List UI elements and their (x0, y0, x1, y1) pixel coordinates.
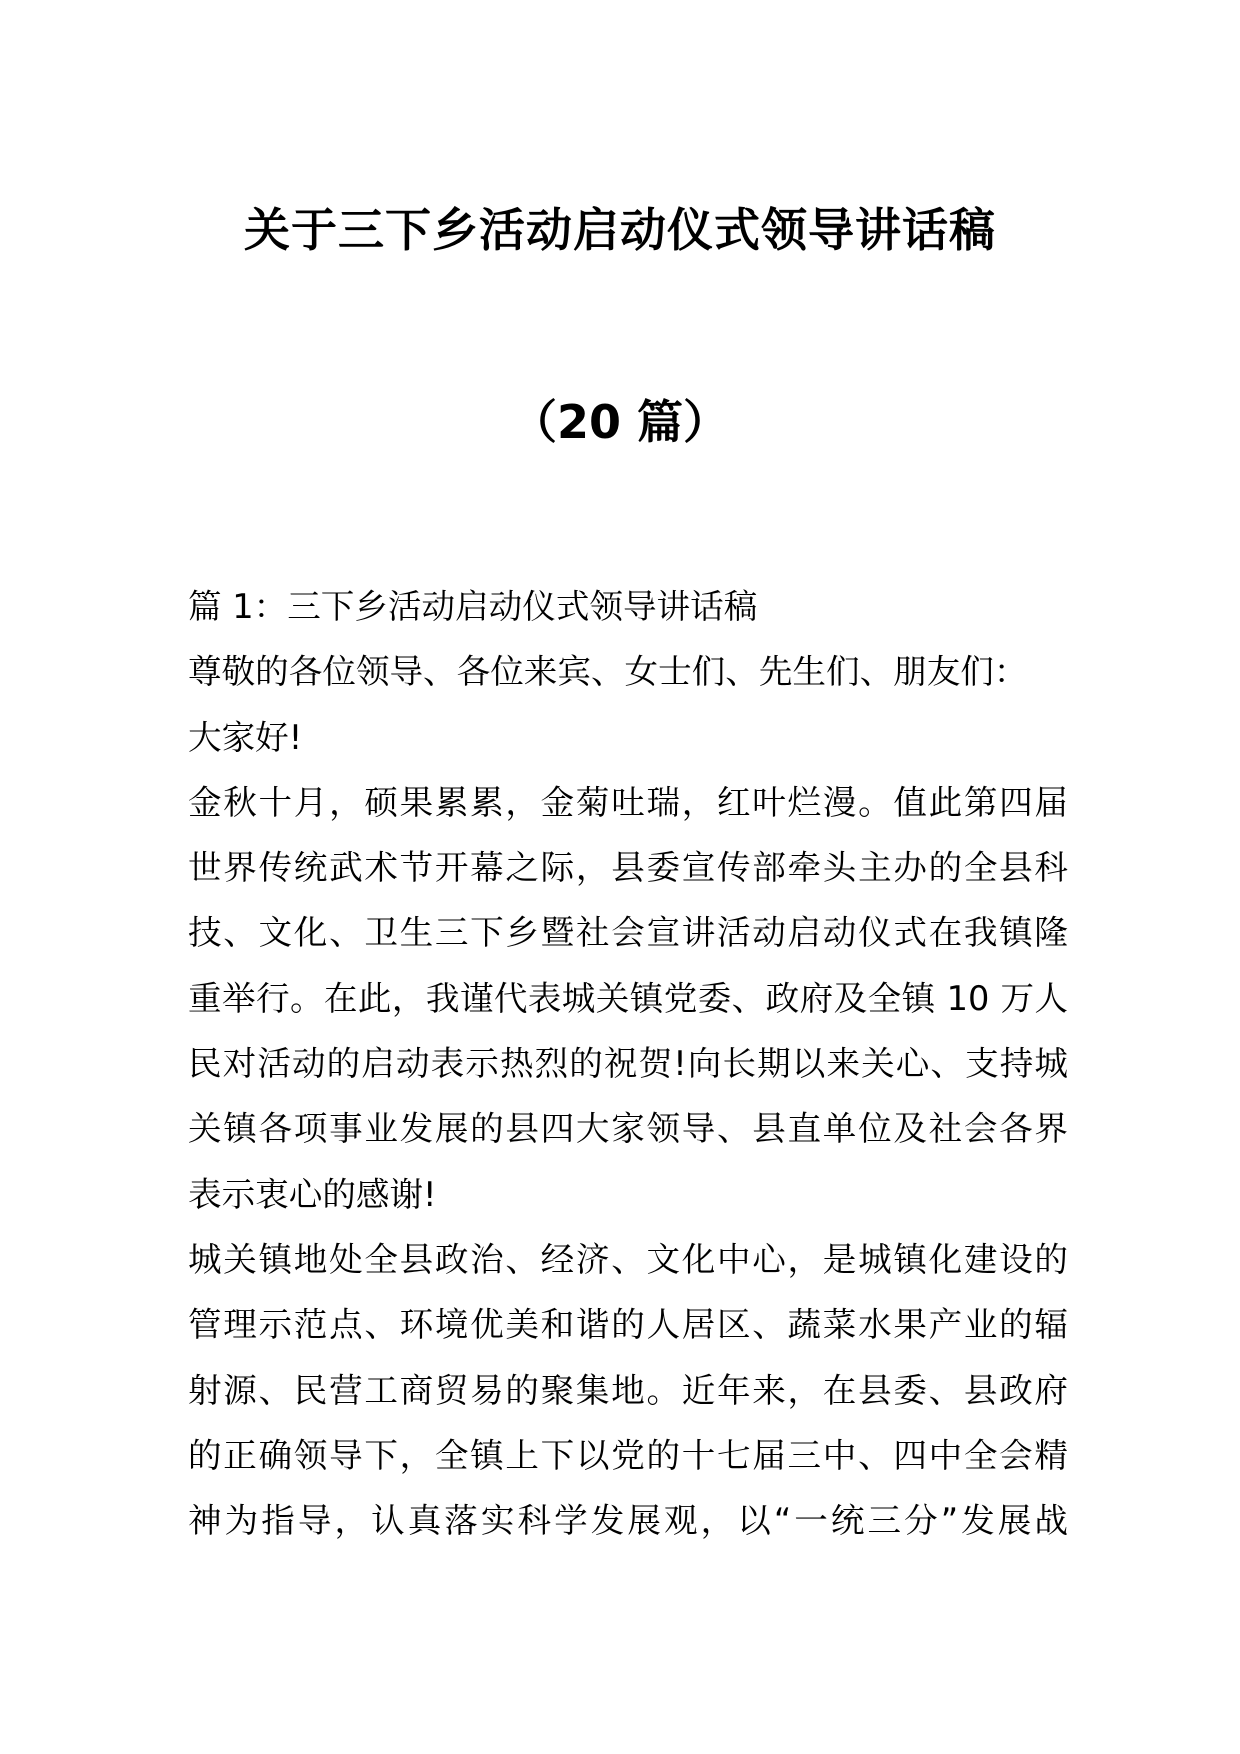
section-heading: 篇 1：三下乡活动启动仪式领导讲话稿 (188, 587, 758, 626)
paragraph-line: 民对活动的启动表示热烈的祝贺!向长期以来关心、支持城 (188, 1044, 1068, 1084)
greeting: 大家好! (188, 717, 303, 757)
paragraph-line: 金秋十月，硕果累累，金菊吐瑞，红叶烂漫。值此第四届 (188, 782, 1068, 822)
paragraph-line: 重举行。在此，我谨代表城关镇党委、政府及全镇 10 万人 (188, 978, 1068, 1018)
paragraph-line: 神为指导，认真落实科学发展观，以“一统三分”发展战 (188, 1501, 1068, 1541)
paragraph-line: 的正确领导下，全镇上下以党的十七届三中、四中全会精 (188, 1435, 1068, 1475)
paragraph-line: 管理示范点、环境优美和谐的人居区、蔬菜水果产业的辐 (188, 1305, 1068, 1345)
paragraph-line: 射源、民营工商贸易的聚集地。近年来，在县委、县政府 (188, 1370, 1068, 1410)
paragraph-line: 关镇各项事业发展的县四大家领导、县直单位及社会各界 (188, 1109, 1068, 1149)
paragraph-line: 城关镇地处全县政治、经济、文化中心，是城镇化建设的 (188, 1239, 1068, 1279)
paragraph-line: 表示衷心的感谢! (188, 1174, 437, 1214)
document-subtitle: （20 篇） (510, 395, 730, 449)
paragraph-line: 技、文化、卫生三下乡暨社会宣讲活动启动仪式在我镇隆 (188, 913, 1068, 953)
document-title: 关于三下乡活动启动仪式领导讲话稿 (244, 203, 996, 257)
paragraph-line: 世界传统武术节开幕之际，县委宣传部牵头主办的全县科 (188, 848, 1068, 888)
document-body (188, 574, 1068, 1553)
salutation: 尊敬的各位领导、各位来宾、女士们、先生们、朋友们： (188, 652, 1028, 692)
